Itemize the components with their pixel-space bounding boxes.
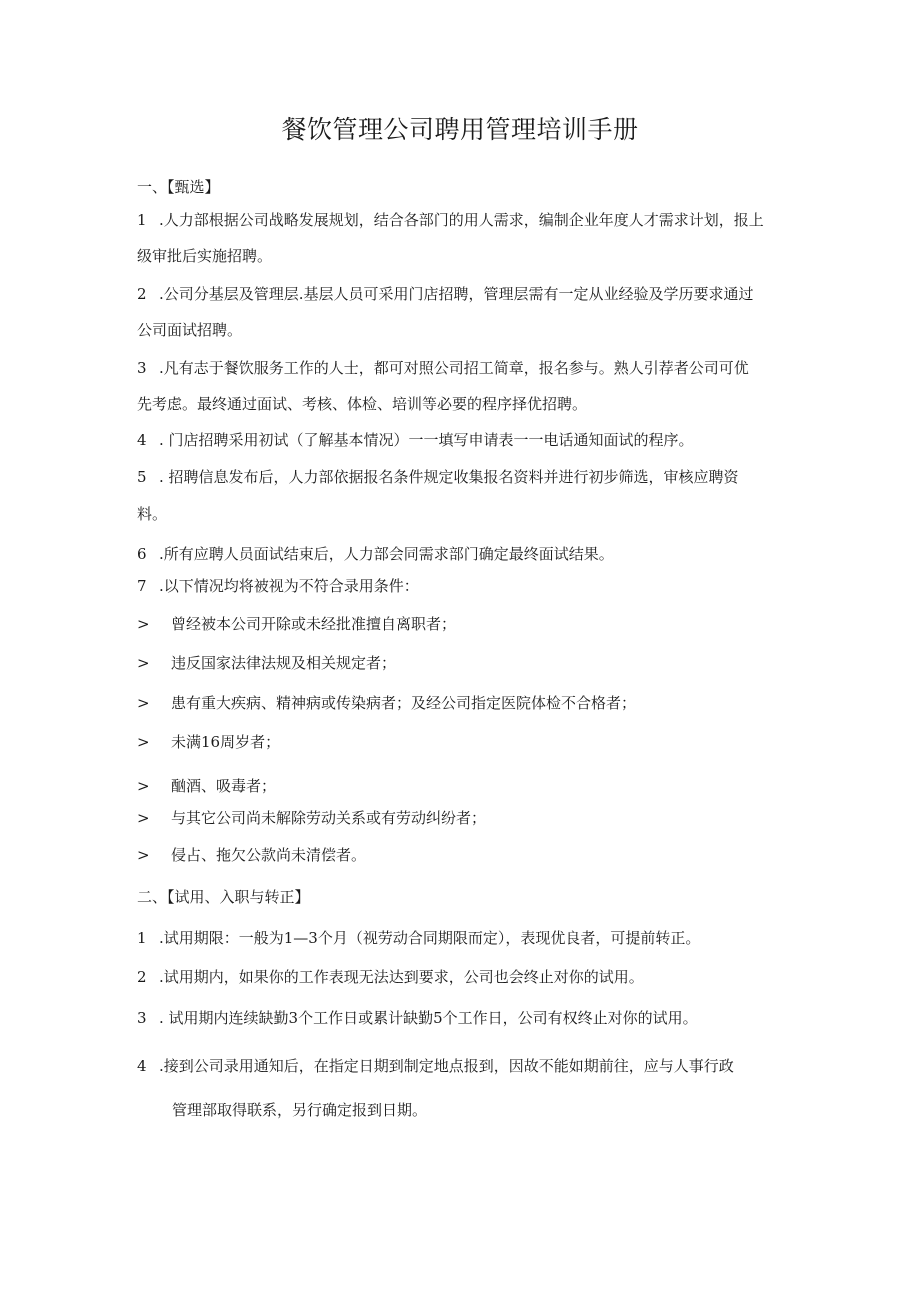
item-number: 7 [137,577,147,595]
bullet-marker: > [137,694,150,712]
bullet-item-7 [137,844,366,866]
item-number: 4 [137,431,147,449]
item-number: 1 [137,211,147,229]
bullet-text: 曾经被本公司开除或未经批准擅自离职者； [171,615,457,633]
bullet-item-3 [137,692,636,714]
item-text: .以下情况均将被视为不符合录用条件： [159,577,419,595]
bullet-marker: > [137,615,150,633]
bullet-marker: > [137,733,150,751]
item-text: . 门店招聘采用初试（了解基本情况）一一填写申请表一一电话通知面试的程序。 [159,431,694,449]
item-text: .所有应聘人员面试结束后，人力部会同需求部门确定最终面试结果。 [159,545,614,563]
probation-item-4-line-2: 管理部取得联系，另行确定报到日期。 [172,1101,428,1119]
item-text: .接到公司录用通知后，在指定日期到制定地点报到，因故不能如期前往，应与人事行政 [159,1057,734,1075]
bullet-item-2 [137,652,396,674]
item-number: 3 [137,1009,147,1027]
bullet-item-4 [137,731,280,753]
item-text: .公司分基层及管理层.基层人员可采用门店招聘，管理层需有一定从业经验及学历要求通过 [159,285,754,303]
bullet-marker: > [137,654,150,672]
item-text: .试用期限：一般为1—3个月（视劳动合同期限而定），表现优良者，可提前转正。 [159,929,701,947]
probation-item-2 [137,966,644,988]
bullet-item-1 [137,613,456,635]
paragraph-5-line-1 [137,466,739,488]
bullet-text: 违反国家法律法规及相关规定者； [171,654,397,672]
item-text: .人力部根据公司战略发展规划，结合各部门的用人需求，编制企业年度人才需求计划，报上 [159,211,764,229]
item-number: 1 [137,929,147,947]
item-text: . 试用期内连续缺勤3个工作日或累计缺勤5个工作日，公司有权终止对你的试用。 [159,1009,698,1027]
paragraph-3-line-2: 先考虑。最终通过面试、考核、体检、培训等必要的程序择优招聘。 [137,395,588,413]
bullet-item-6 [137,807,486,829]
bullet-marker: > [137,777,150,795]
section-heading-selection: 一、【甄选】 [137,178,220,196]
bullet-item-5 [137,775,276,797]
item-number: 5 [137,468,147,486]
paragraph-2-line-2: 公司面试招聘。 [137,321,243,339]
paragraph-3-line-1 [137,357,749,379]
paragraph-2-line-1 [137,283,754,305]
item-text: .试用期内，如果你的工作表现无法达到要求，公司也会终止对你的试用。 [159,968,644,986]
bullet-text: 未满16周岁者； [171,733,281,751]
item-number: 6 [137,545,147,563]
item-number: 2 [137,968,147,986]
bullet-text: 患有重大疾病、精神病或传染病者；及经公司指定医院体检不合格者； [171,694,637,712]
probation-item-1 [137,927,700,949]
item-text: . 招聘信息发布后，人力部依据报名条件规定收集报名资料并进行初步筛选，审核应聘资 [159,468,739,486]
probation-item-4-line-1 [137,1055,734,1077]
paragraph-1-line-1 [137,209,764,231]
item-number: 4 [137,1057,147,1075]
item-number: 2 [137,285,147,303]
bullet-text: 与其它公司尚未解除劳动关系或有劳动纠纷者； [171,809,487,827]
document-title: 餐饮管理公司聘用管理培训手册 [281,115,639,144]
item-number: 3 [137,359,147,377]
paragraph-4 [137,429,694,451]
paragraph-5-line-2: 料。 [137,505,168,523]
bullet-text: 酗酒、吸毒者； [171,777,277,795]
item-text: .凡有志于餐饮服务工作的人士，都可对照公司招工简章，报名参与。熟人引荐者公司可优 [159,359,749,377]
paragraph-6 [137,543,614,565]
section-heading-probation: 二、【试用、入职与转正】 [137,888,310,906]
bullet-marker: > [137,809,150,827]
paragraph-7 [137,575,419,597]
bullet-text: 侵占、拖欠公款尚未清偿者。 [171,846,367,864]
paragraph-1-line-2: 级审批后实施招聘。 [137,247,273,265]
bullet-marker: > [137,846,150,864]
probation-item-3 [137,1007,698,1029]
